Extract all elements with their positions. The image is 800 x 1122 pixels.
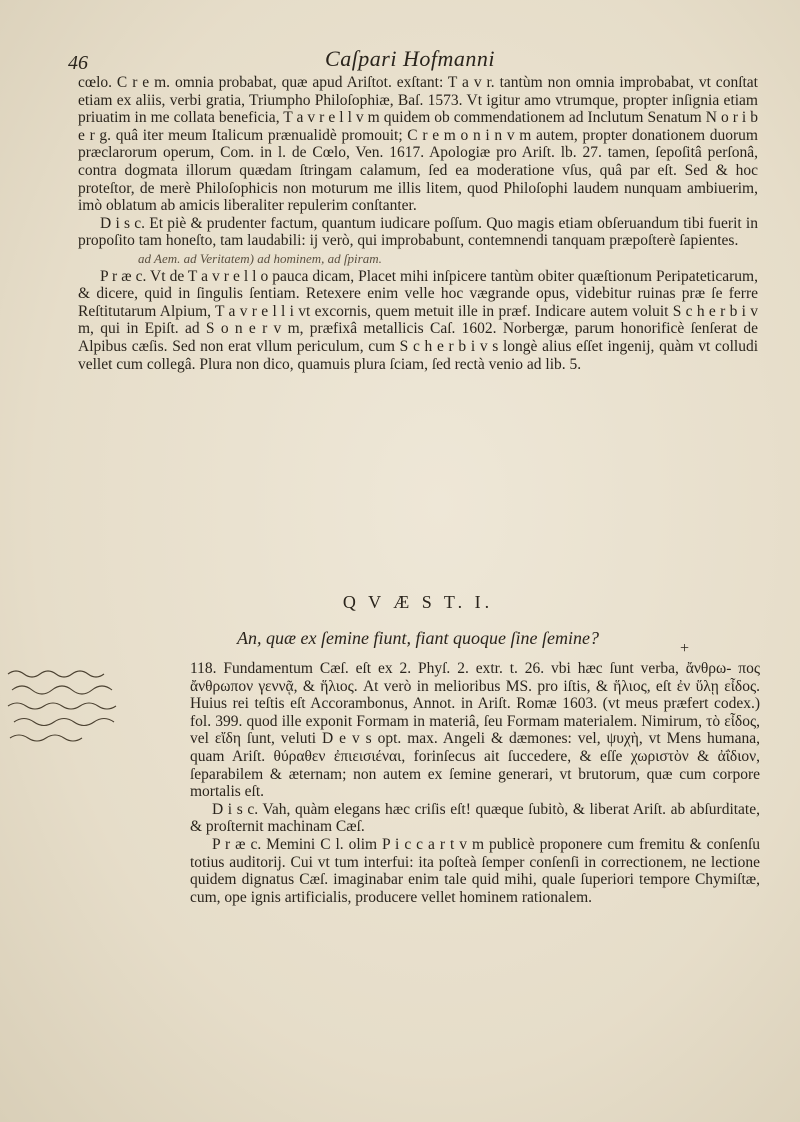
- handwritten-gloss: ad Aem. ad Veritatem) ad hominem, ad ſpiram.: [138, 250, 382, 266]
- cross-mark-icon: +: [680, 640, 690, 657]
- running-head: Caſpari Hofmanni: [325, 46, 495, 71]
- page-number: 46: [68, 52, 88, 74]
- handwriting-scribble-icon: [4, 664, 184, 764]
- paragraph-taurellus-cremoninus: cœlo. C r e m. omnia probabat, quæ apud Ariſtot. exſtant: T a v r. tantùm non omnia improbabat, vt conſtat etiam ex aliis, verbi gratia, Triumpho Philoſophiæ, Baſ. 1573. Vt igitur amo vtrumque, propter inſignia etiam priuatim in me collata beneficia, T a v r e l l v m quidem ob commendationem ad Inclutum Senatum N o r i b e r g. quâ iter meum Italicum prænualidè promouit; C r e m o n i n v m autem, propter donationem duorum præclarorum operum, Com. in l. de Cœlo, Ven. 1617. Apologiæ pro Ariſt. lb. 27. tamen, ſepoſitâ perſonâ, contra dogmata illorum quædam ſtringam calamum, ſed ea moderatione vſus, quâ par eſt. Sed & hoc proteſtor, de merè Philoſophicis non moturum me illis litem, quod Philoſophi laudem nunquam ambiuerim, imò oblatum ab amicis liberaliter repulerim conſtanter.: [78, 74, 758, 215]
- paragraph-praeceptor-2: P r æ c. Memini C l. olim P i c c a r t v m publicè proponere cum fremitu & conſenſu totius auditorij. Cui vt tum interfui: ita poſteà ſemper conſenſi in correctionem, ne lectione quidem dignatus Cæſ. imaginabar enim tale quid mihi, quale ſuperiori tempore Chymiſtæ, cum, ope ignis artificialis, producere vellet hominem rationalem.: [190, 835, 760, 906]
- paragraph-fundamentum: 118. Fundamentum Cæſ. eſt ex 2. Phyſ. 2. extr. t. 26. vbi hæc ſunt verba, ἄνθρω- πος ἄνθρωπον γεννᾷ, & ἥλιος. At verò in melioribus MS. pro iſtis, & ἥλιος, eſt ἐν ὕλῃ εἶδος. Huius rei teſtis eſt Accorambonus, Annot. in Ariſt. Romæ 1603. (vt meus præfert codex.) fol. 399. quod ille exponit Formam in materiâ, ſeu Formam materialem. Nimirum, τὸ εἶδος, vel εἴδη ſunt, veluti D e v s opt. max. Angeli & dæmones: vel, ψυχὴ, vt Mens humana, quam Ariſt. θύραθεν ἐπιεισιέναι, forinſecus ait ſuccedere, & eſſe χωριστὸν & ἀΐδιον, ſeparabilem & æternam; non autem ex ſemine generari, vt brutorum, quæ cum corpore mortalis eſt.: [190, 660, 760, 801]
- body-text-top: [78, 74, 758, 373]
- body-text-bottom: [190, 660, 760, 906]
- section-heading: Q V Æ S T. I.: [342, 592, 494, 612]
- page-header: [60, 42, 760, 76]
- question-title: An, quæ ex ſemine fiunt, fiant quoque ſine ſemine?: [237, 628, 599, 648]
- handwritten-margin-note: [4, 664, 184, 764]
- paragraph-discipulus-2: D i s c. Vah, quàm elegans hæc criſis eſt! quæque ſubitò, & liberat Ariſt. ab abſurditate, & proſternit machinam Cæſ.: [190, 800, 760, 836]
- paragraph-discipulus: D i s c. Et piè & prudenter factum, quantum iudicare poſſum. Quo magis etiam obſeruandum tibi fuerit in propoſito tam honeſto, tam laudabili: ij verò, qui improbabunt, contemnendi tanquam præpoſterè ſapientes.: [78, 214, 758, 250]
- paragraph-praeceptor: P r æ c. Vt de T a v r e l l o pauca dicam, Placet mihi inſpicere tantùm obiter quæſtionum Peripateticarum, & dicere, quid in ſingulis ſentiam. Retexere enim velle hoc vægrande opus, videbitur ruinas præ ſe ferre Reſtitutarum Alpium, T a v r e l l i vt excornis, quem metuit ille in præf. Indicare autem voluit S c h e r b i v m, qui in Epiſt. ad S o n e r v m, præfixâ metallicis Caſ. 1602. Norbergæ, parum honorificè ſenſerat de Alpibus cæſis. Sed non erat vllum periculum, cum S c h e r b i v s longè alius eſſet ingenij, quàm vt colludi vellet cum collegâ. Plura non dico, quamuis plura ſciam, ſed rectà venio ad lib. 5.: [78, 267, 758, 373]
